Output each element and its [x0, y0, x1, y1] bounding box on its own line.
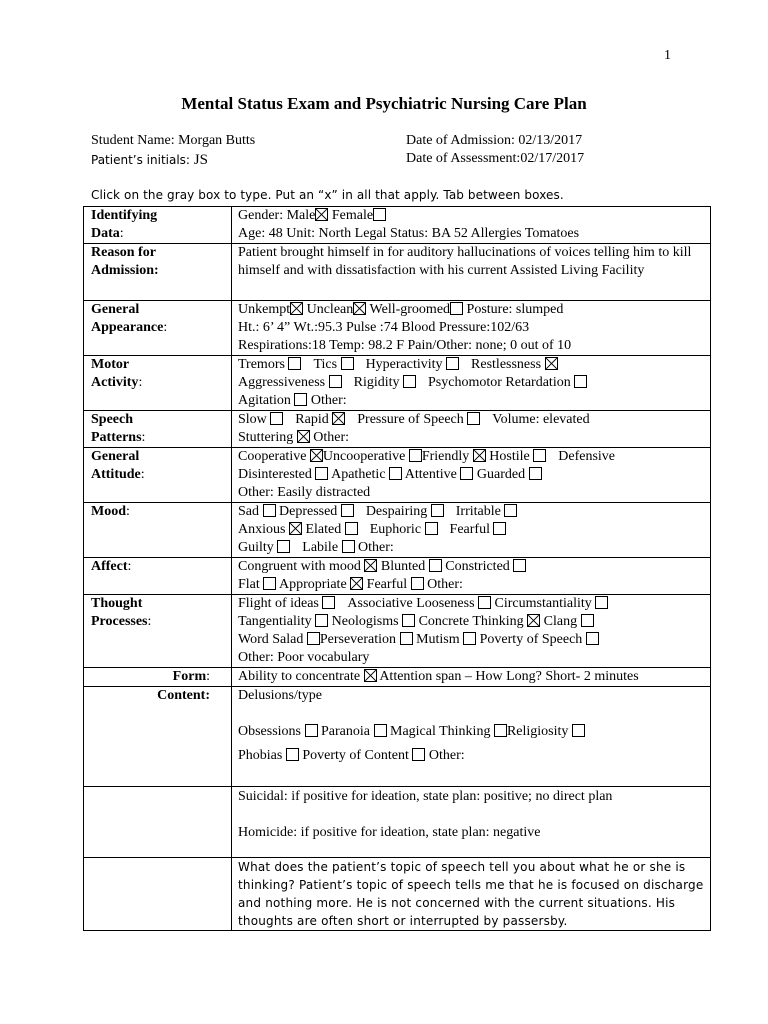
label-reason: Reason for Admission: [84, 244, 232, 301]
euphoric-checkbox[interactable] [425, 522, 438, 535]
suicidal-data [232, 787, 711, 858]
vitals-line-2[interactable]: Respirations:18 Temp: 98.2 F Pain/Other: none; 0 out of 10 [238, 338, 572, 353]
label-mood: Mood: [84, 503, 232, 558]
row-mood [84, 503, 711, 558]
thought-other[interactable]: Other: Poor vocabulary [238, 650, 370, 665]
labile-checkbox[interactable] [342, 540, 355, 553]
uncooperative-checkbox[interactable] [409, 449, 422, 462]
label-suicidal-empty [84, 787, 232, 858]
student-name: Student Name: Morgan Butts [91, 133, 256, 148]
mood-data: Sad Depressed Despairing Irritable Anxious Elated Euphoric Fearful Guilty Labile Other: [232, 503, 711, 558]
row-appearance [84, 301, 711, 356]
row-form [84, 668, 711, 687]
mood-other[interactable]: Other: [358, 540, 394, 555]
label-identifying: Identifying Data: [84, 207, 232, 244]
row-speech [84, 411, 711, 448]
phobias-checkbox[interactable] [286, 748, 299, 761]
neologisms-checkbox[interactable] [402, 614, 415, 627]
vitals-line[interactable]: Ht.: 6’ 4” Wt.:95.3 Pulse :74 Blood Pressure:102/63 [238, 320, 530, 335]
reason-text[interactable]: Patient brought himself in for auditory hallucinations of voices telling him to kill himself and with dissatisfaction with his current Assisted Living Facility [232, 244, 711, 301]
flight-of-ideas-checkbox[interactable] [322, 596, 335, 609]
form-data: Ability to concentrate Attention span – How Long? Short- 2 minutes [232, 668, 711, 687]
label-thought: Thought Processes: [84, 595, 232, 668]
affect-data: Congruent with mood Blunted Constricted Flat Appropriate Fearful Other: [232, 558, 711, 595]
row-affect [84, 558, 711, 595]
tics-checkbox[interactable] [341, 357, 354, 370]
document-title: Mental Status Exam and Psychiatric Nursing Care Plan [181, 94, 587, 113]
tangentiality-checkbox[interactable] [315, 614, 328, 627]
elated-checkbox[interactable] [345, 522, 358, 535]
motor-data: Tremors Tics Hyperactivity Restlessness Aggressiveness Rigidity Psychomotor Retardation Agitation Other: [232, 356, 711, 411]
paranoia-checkbox[interactable] [374, 724, 387, 737]
psychomotor-retardation-checkbox[interactable] [574, 375, 587, 388]
apathetic-checkbox[interactable] [389, 467, 402, 480]
label-content: Content: [84, 687, 232, 787]
rigidity-checkbox[interactable] [403, 375, 416, 388]
row-identifying [84, 207, 711, 244]
associative-looseness-checkbox[interactable] [478, 596, 491, 609]
irritable-checkbox[interactable] [504, 504, 517, 517]
identifying-line2[interactable]: Age: 48 Unit: North Legal Status: BA 52 Allergies Tomatoes [238, 226, 580, 241]
guarded-checkbox[interactable] [529, 467, 542, 480]
mood-fearful-checkbox[interactable] [493, 522, 506, 535]
clang-checkbox[interactable] [581, 614, 594, 627]
agitation-checkbox[interactable] [294, 393, 307, 406]
row-topic [84, 858, 711, 931]
rapid-checkbox[interactable] [332, 412, 345, 425]
sad-checkbox[interactable] [263, 504, 276, 517]
label-appearance: General Appearance: [84, 301, 232, 356]
ability-to-concentrate-checkbox[interactable] [364, 669, 377, 682]
mutism-checkbox[interactable] [463, 632, 476, 645]
obsessions-checkbox[interactable] [305, 724, 318, 737]
circumstantiality-checkbox[interactable] [595, 596, 608, 609]
female-checkbox[interactable] [373, 208, 386, 221]
row-motor [84, 356, 711, 411]
row-thought [84, 595, 711, 668]
identifying-data: Gender: Male Female Age: 48 Unit: North Legal Status: BA 52 Allergies Tomatoes [232, 207, 711, 244]
stuttering-checkbox[interactable] [297, 430, 310, 443]
blunted-checkbox[interactable] [429, 559, 442, 572]
depressed-checkbox[interactable] [341, 504, 354, 517]
instructions: Click on the gray box to type. Put an “x” in all that apply. Tab between boxes. [91, 188, 564, 202]
page-number: 1 [664, 48, 671, 63]
concrete-thinking-checkbox[interactable] [527, 614, 540, 627]
appropriate-checkbox[interactable] [350, 577, 363, 590]
guilty-checkbox[interactable] [277, 540, 290, 553]
admission-date[interactable]: Date of Admission: 02/13/2017 [406, 133, 583, 148]
perseveration-checkbox[interactable] [400, 632, 413, 645]
label-affect: Affect: [84, 558, 232, 595]
posture-text[interactable]: Posture: slumped [463, 302, 564, 317]
assessment-table [83, 206, 711, 931]
male-checkbox[interactable] [315, 208, 328, 221]
affect-other[interactable]: Other: [427, 577, 463, 592]
row-reason [84, 244, 711, 301]
patient-initials-value[interactable]: JS [193, 152, 208, 168]
disinterested-checkbox[interactable] [315, 467, 328, 480]
despairing-checkbox[interactable] [431, 504, 444, 517]
anxious-checkbox[interactable] [289, 522, 302, 535]
friendly-checkbox[interactable] [473, 449, 486, 462]
content-data: Delusions/type Obsessions Paranoia Magical Thinking Religiosity Phobias Poverty of Content Other: [232, 687, 711, 787]
unclean-checkbox[interactable] [353, 302, 366, 315]
patient-initials-label: Patient’s initials: [91, 153, 194, 167]
hostile-checkbox[interactable] [533, 449, 546, 462]
tremors-checkbox[interactable] [288, 357, 301, 370]
assessment-date[interactable]: Date of Assessment:02/17/2017 [406, 151, 585, 166]
motor-other[interactable]: Other: [310, 393, 347, 408]
label-attitude: General Attitude: [84, 448, 232, 503]
topic-text[interactable]: What does the patient’s topic of speech tell you about what he or she is thinking? Patient’s topic of speech tells me that he is focused on discharge and nothing more. He is not concerned with the current situations. His thoughts are often short or interrupted by passersby. [232, 858, 711, 931]
label-topic-empty [84, 858, 232, 931]
pressure-of-speech-checkbox[interactable] [467, 412, 480, 425]
row-content [84, 687, 711, 787]
poverty-of-content-checkbox[interactable] [412, 748, 425, 761]
slow-checkbox[interactable] [270, 412, 283, 425]
delusions-text[interactable]: Delusions/type [238, 688, 322, 703]
content-other[interactable]: Other: [428, 748, 465, 763]
unkempt-checkbox[interactable] [290, 302, 303, 315]
homicide-text[interactable]: Homicide: if positive for ideation, state plan: negative [238, 825, 541, 840]
label-form: Form: [84, 668, 232, 687]
speech-other[interactable]: Other: [313, 430, 349, 445]
appearance-data: Unkempt Unclean Well-groomed Posture: slumped Ht.: 6’ 4” Wt.:95.3 Pulse :74 Blood Pressure:102/63 Respirations:18 Temp: 98.2 F Pain/Other: none; 0 out of 10 [232, 301, 711, 356]
patient-initials [91, 151, 208, 169]
attitude-other[interactable]: Other: Easily distracted [238, 485, 371, 500]
word-salad-checkbox[interactable] [307, 632, 320, 645]
poverty-of-speech-checkbox[interactable] [586, 632, 599, 645]
suicidal-text[interactable]: Suicidal: if positive for ideation, state plan: positive; no direct plan [238, 789, 613, 804]
constricted-checkbox[interactable] [513, 559, 526, 572]
attitude-data: Cooperative Uncooperative Friendly Hostile Defensive Disinterested Apathetic Attentive Guarded Other: Easily distracted [232, 448, 711, 503]
flat-checkbox[interactable] [263, 577, 276, 590]
affect-fearful-checkbox[interactable] [411, 577, 424, 590]
magical-thinking-checkbox[interactable] [494, 724, 507, 737]
speech-data: Slow Rapid Pressure of Speech Volume: elevated Stuttering Other: [232, 411, 711, 448]
well-groomed-checkbox[interactable] [450, 302, 463, 315]
religiosity-checkbox[interactable] [572, 724, 585, 737]
restlessness-checkbox[interactable] [545, 357, 558, 370]
congruent-checkbox[interactable] [364, 559, 377, 572]
attentive-checkbox[interactable] [460, 467, 473, 480]
thought-data: Flight of ideas Associative Looseness Circumstantiality Tangentiality Neologisms Concrete Thinking Clang Word Salad Perseveration Mutism Poverty of Speech Other: Poor vocabulary [232, 595, 711, 668]
aggressiveness-checkbox[interactable] [329, 375, 342, 388]
cooperative-checkbox[interactable] [310, 449, 323, 462]
label-motor: Motor Activity: [84, 356, 232, 411]
attention-span-text[interactable]: Attention span – How Long? Short- 2 minutes [379, 669, 639, 684]
volume-text[interactable]: Volume: elevated [492, 412, 590, 427]
row-attitude [84, 448, 711, 503]
hyperactivity-checkbox[interactable] [446, 357, 459, 370]
label-speech: Speech Patterns: [84, 411, 232, 448]
row-suicidal [84, 787, 711, 858]
